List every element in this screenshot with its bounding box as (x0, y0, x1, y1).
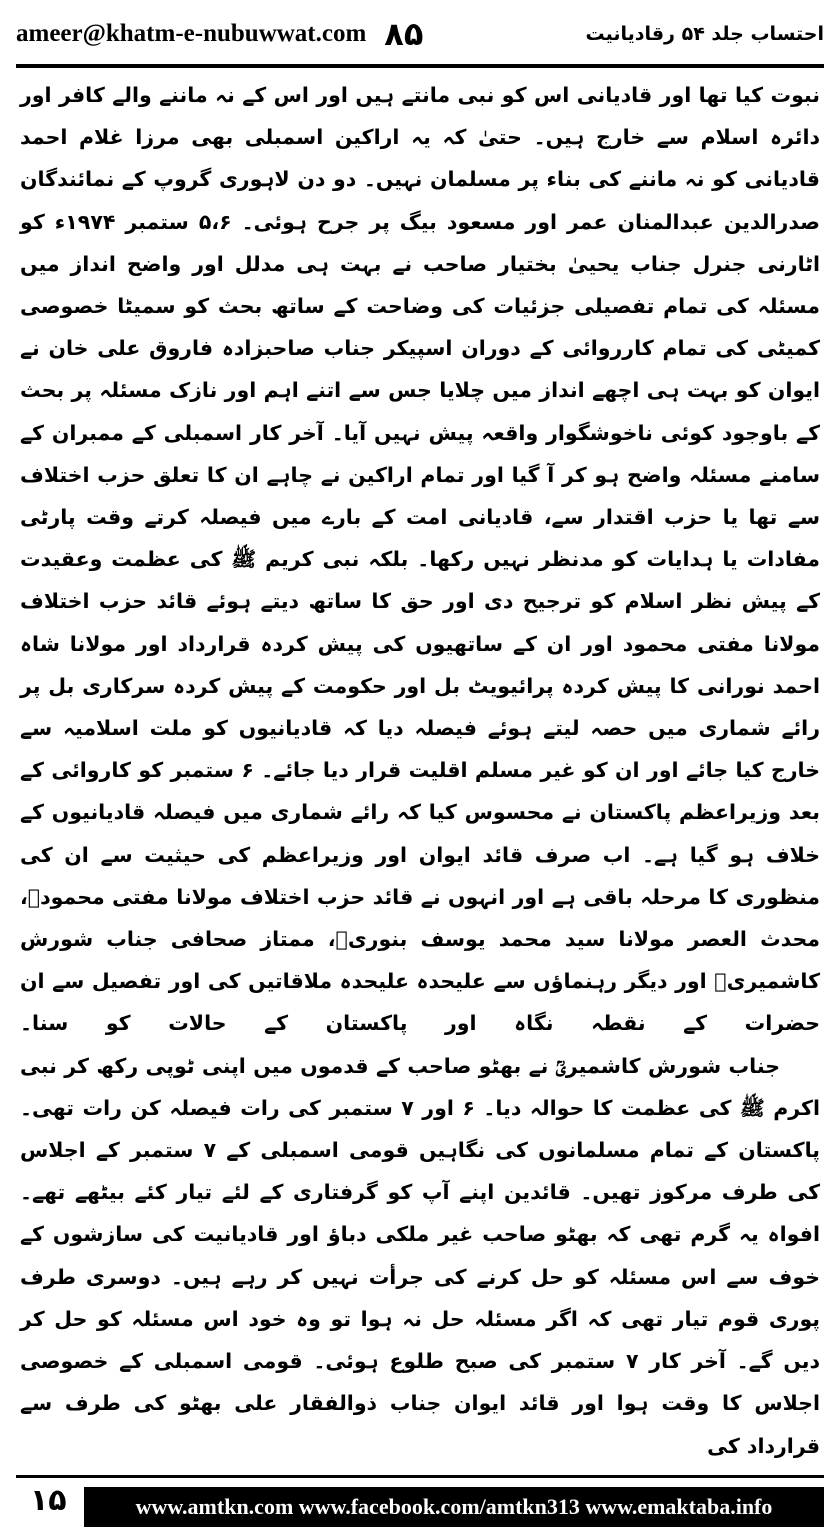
header-page-number: ۸۵ (384, 15, 424, 53)
footer-links[interactable]: www.amtkn.com www.facebook.com/amtkn313 www.emaktaba.info (135, 1494, 773, 1519)
paragraph-2: جناب شورش کاشمیریؒ نے بھٹو صاحب کے قدموں میں اپنی ٹوپی رکھ کر نبی اکرم ﷺ کی عظمت کا حوالہ دیا۔ ۶ اور ۷ ستمبر کی رات فیصلہ کن رات تھی۔ پاکستان کے تمام مسلمانوں کی نگاہیں قومی اسمبلی کے ۷ ستمبر کے اجلاس کی طرف مرکوز تھیں۔ قائدین اپنے آپ کو گرفتاری کے لئے تیار کئے بیٹھے تھے۔ افواہ یہ گرم تھی کہ بھٹو صاحب غیر ملکی دباؤ اور قادیانیت کی سازشوں کے خوف سے اس مسئلہ کو حل کرنے کی جرأت نہیں کر رہے ہیں۔ دوسری طرف پوری قوم تیار تھی کہ اگر مسئلہ حل نہ ہوا تو وہ خود اس مسئلہ کو حل کر دیں گے۔ آخر کار ۷ ستمبر کی صبح طلوع ہوئی۔ قومی اسمبلی کے خصوصی اجلاس کا وقت ہوا اور قائد ایوان جناب ذوالفقار علی بھٹو کی طرف سے قرارداد کی (20, 1053, 821, 1458)
header-email[interactable]: ameer@khatm-e-nubuwwat.com (16, 20, 367, 47)
footer-page-number: ۱۵ (30, 1483, 67, 1518)
page-footer (16, 1475, 824, 1527)
body-text (20, 74, 820, 1467)
header-rule (16, 64, 824, 68)
header-book-title: احتساب جلد ۵۴ رقادیانیت (585, 23, 824, 45)
header-left (16, 15, 423, 53)
page-header (16, 8, 824, 60)
footer-links-bar[interactable] (84, 1487, 824, 1527)
paragraph-1: نبوت کیا تھا اور قادیانی اس کو نبی مانتے ہیں اور اس کے نہ ماننے والے کافر اور دائرہ اسلام سے خارج ہیں۔ حتیٰ کہ یہ اراکین اسمبلی بھی مرزا غلام احمد قادیانی کو نہ ماننے کی بناء پر مسلمان نہیں۔ دو دن لاہوری گروپ کے نمائندگان صدرالدین عبدالمنان عمر اور مسعود بیگ پر جرح ہوئی۔ ۵،۶ ستمبر ۱۹۷۴ء کو اٹارنی جنرل جناب یحییٰ بختیار صاحب نے بہت ہی مدلل اور واضح انداز میں مسئلہ کی تمام تفصیلی جزئیات کی وضاحت کے ساتھ بحث کو سمیٹا خصوصی کمیٹی کی تمام کارروائی کے دوران اسپیکر جناب صاحبزادہ فاروق علی خان نے ایوان کو بہت ہی اچھے انداز میں چلایا جس سے اتنے اہم اور نازک مسئلہ پر بحث کے باوجود کوئی ناخوشگوار واقعہ پیش نہیں آیا۔ آخر کار اسمبلی کے ممبران کے سامنے مسئلہ واضح ہو کر آ گیا اور تمام اراکین نے چاہے ان کا تعلق حزب اختلاف سے تھا یا حزب اقتدار سے، قادیانی امت کے بارے میں فیصلہ کرتے وقت پارٹی مفادات یا ہدایات کو مدنظر نہیں رکھا۔ بلکہ نبی کریم ﷺ کی عظمت وعقیدت کے پیش نظر اسلام کو ترجیح دی اور حق کا ساتھ دیتے ہوئے قائد حزب اختلاف مولانا مفتی محمود اور ان کے ساتھیوں کی پیش کردہ قرارداد اور مولانا شاہ احمد نورانی کا پیش کردہ پرائیویٹ بل اور حکومت کے پیش کردہ سرکاری بل پر رائے شماری میں حصہ لیتے ہوئے فیصلہ دیا کہ قادیانیوں کو ملت اسلامیہ سے خارج کیا جائے اور ان کو غیر مسلم اقلیت قرار دیا جائے۔ ۶ ستمبر کو کاروائی کے بعد وزیراعظم پاکستان نے محسوس کیا کہ رائے شماری میں فیصلہ قادیانیوں کے خلاف ہو گیا ہے۔ اب صرف قائد ایوان اور وزیراعظم کی حیثیت سے ان کی منظوری کا مرحلہ باقی ہے اور انہوں نے قائد حزب اختلاف مولانا مفتی محمودؒ، محدث العصر مولانا سید محمد یوسف بنوریؒ، ممتاز صحافی جناب شورش کاشمیریؒ اور دیگر رہنماؤں سے علیحدہ علیحدہ ملاقاتیں کی اور تفصیل سے ان حضرات کے نقطہ نگاہ اور پاکستان کے حالات کو سنا۔ (20, 83, 820, 1036)
footer-rule (16, 1475, 824, 1478)
